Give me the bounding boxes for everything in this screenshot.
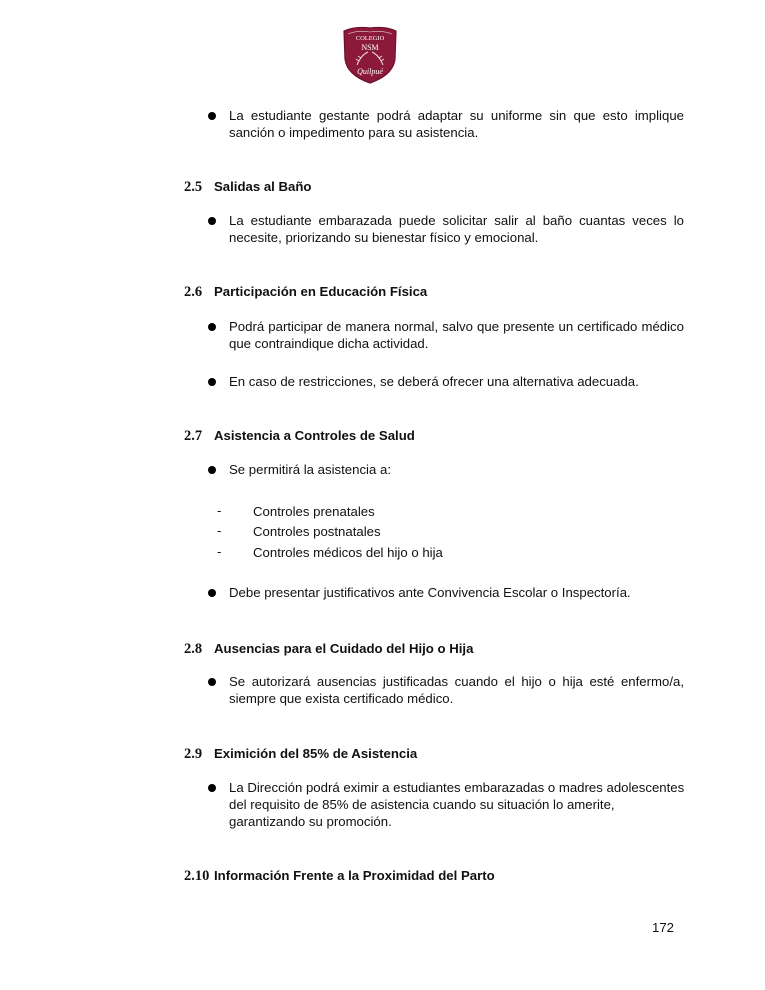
section-number: 2.10 (184, 868, 210, 884)
section-heading-2-5 (184, 179, 311, 196)
bullet-marker (208, 589, 216, 597)
school-crest-logo (341, 25, 399, 85)
bullet-text-eximicion: La Dirección podrá eximir a estudiantes embarazadas o madres adolescentes del requisito de 85% de asistencia cuando su situación lo amerite, garantizando su promoción. (229, 780, 685, 829)
bullet-marker (208, 466, 216, 474)
section-number: 2.5 (184, 179, 203, 195)
crest-line-1: COLEGIO (355, 35, 385, 42)
bullet-marker (208, 784, 216, 792)
section-heading-2-10 (184, 868, 495, 885)
section-title: Ausencias para el Cuidado del Hijo o Hija (214, 641, 474, 656)
dash-marker: - (217, 523, 222, 538)
bullet-text-justificativos: Debe presentar justificativos ante Convivencia Escolar o Inspectoría. (229, 585, 631, 600)
crest-line-3: Quilpué (357, 67, 383, 76)
bullet-marker (208, 217, 216, 225)
crest-line-2: NSM (361, 43, 379, 52)
section-number: 2.8 (184, 641, 203, 657)
section-heading-2-9 (184, 746, 417, 763)
dash-marker: - (217, 503, 222, 518)
section-title: Asistencia a Controles de Salud (214, 428, 415, 443)
section-heading-2-6 (184, 284, 427, 301)
section-number: 2.9 (184, 746, 203, 762)
page-number: 172 (652, 920, 675, 935)
bullet-marker (208, 678, 216, 686)
bullet-text-uniforme: La estudiante gestante podrá adaptar su uniforme sin que esto implique sanción o impedimento para su asistencia. (229, 108, 684, 140)
bullet-text-ausencias: Se autorizará ausencias justificadas cuando el hijo o hija esté enfermo/a, siempre que exista certificado médico. (229, 674, 684, 706)
section-title: Información Frente a la Proximidad del Parto (214, 868, 495, 883)
bullet-text-asistencia: Se permitirá la asistencia a: (229, 462, 391, 477)
section-number: 2.6 (184, 284, 203, 300)
sub-item-medicos: Controles médicos del hijo o hija (253, 545, 443, 560)
section-number: 2.7 (184, 428, 203, 444)
sub-item-postnatales: Controles postnatales (253, 524, 381, 539)
bullet-text-restricciones: En caso de restricciones, se deberá ofrecer una alternativa adecuada. (229, 374, 639, 389)
section-title: Participación en Educación Física (214, 284, 428, 299)
section-heading-2-8 (184, 641, 473, 658)
section-title: Salidas al Baño (214, 179, 312, 194)
dash-marker: - (217, 544, 222, 559)
section-title: Eximición del 85% de Asistencia (214, 746, 418, 761)
bullet-text-educacion-fisica: Podrá participar de manera normal, salvo que presente un certificado médico que contraindique dicha actividad. (229, 319, 684, 351)
sub-item-prenatales: Controles prenatales (253, 504, 375, 519)
bullet-marker (208, 378, 216, 386)
section-heading-2-7 (184, 428, 415, 445)
bullet-text-bano: La estudiante embarazada puede solicitar salir al baño cuantas veces lo necesite, priorizando su bienestar físico y emocional. (229, 213, 684, 245)
bullet-marker (208, 112, 216, 120)
bullet-marker (208, 323, 216, 331)
